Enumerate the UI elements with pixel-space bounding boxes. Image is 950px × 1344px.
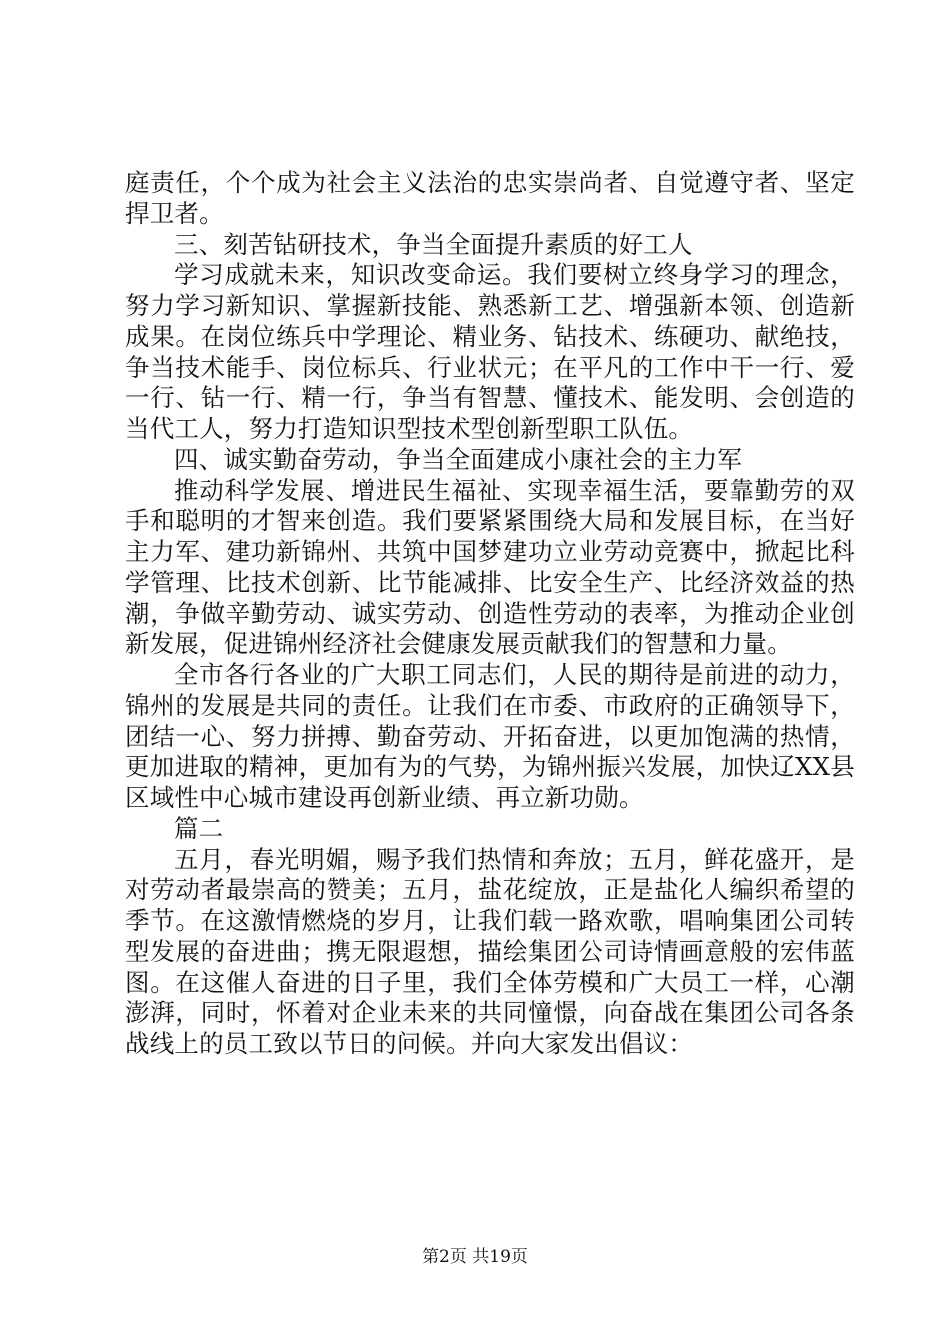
section-heading-part-two: 篇二 — [174, 813, 224, 843]
page-footer — [0, 1242, 950, 1267]
section-heading-three: 三、刻苦钻研技术，争当全面提升素质的好工人 — [174, 229, 693, 259]
document-body — [125, 168, 855, 1060]
paragraph-call-to-action: 全市各行各业的广大职工同志们，人民的期待是前进的动力，锦州的发展是共同的责任。让我们在市委、市政府的正确领导下，团结一心、努力拼搏、勤奋劳动、开拓奋进，以更加饱满的热情，更加进取的精神，更加有为的气势，为锦州振兴发展，加快辽XX县区域性中心城市建设再创新业绩、再立新功勋。 — [125, 660, 855, 812]
paragraph-may: 五月，春光明媚，赐予我们热情和奔放；五月，鲜花盛开，是对劳动者最崇高的赞美；五月，盐花绽放，正是盐化人编织希望的季节。在这激情燃烧的岁月，让我们载一路欢歌，唱响集团公司转型发展的奋进曲；携无限遐想，描绘集团公司诗情画意般的宏伟蓝图。在这催人奋进的日子里，我们全体劳模和广大员工一样，心潮澎湃，同时，怀着对企业未来的共同憧憬，向奋战在集团公司各条战线上的员工致以节日的问候。并向大家发出倡议： — [125, 844, 855, 1058]
paragraph-continuation: 庭责任，个个成为社会主义法治的忠实崇尚者、自觉遵守者、坚定捍卫者。 — [125, 168, 855, 228]
section-heading-four: 四、诚实勤奋劳动，争当全面建成小康社会的主力军 — [174, 444, 743, 474]
paragraph-learning: 学习成就未来，知识改变命运。我们要树立终身学习的理念，努力学习新知识、掌握新技能、熟悉新工艺、增强新本领、创造新成果。在岗位练兵中学理论、精业务、钻技术、练硬功、献绝技，争当技术能手、岗位标兵、行业状元；在平凡的工作中干一行、爱一行、钻一行、精一行，争当有智慧、懂技术、能发明、会创造的当代工人，努力打造知识型技术型创新型职工队伍。 — [125, 260, 855, 443]
page-indicator: 第2页 共19页 — [422, 1247, 528, 1267]
paragraph-labor: 推动科学发展、增进民生福祉、实现幸福生活，要靠勤劳的双手和聪明的才智来创造。我们要紧紧围绕大局和发展目标，在当好主力军、建功新锦州、共筑中国梦建功立业劳动竞赛中，掀起比科学管理、比技术创新、比节能减排、比安全生产、比经济效益的热潮，争做辛勤劳动、诚实劳动、创造性劳动的表率，为推动企业创新发展，促进锦州经济社会健康发展贡献我们的智慧和力量。 — [125, 475, 855, 659]
